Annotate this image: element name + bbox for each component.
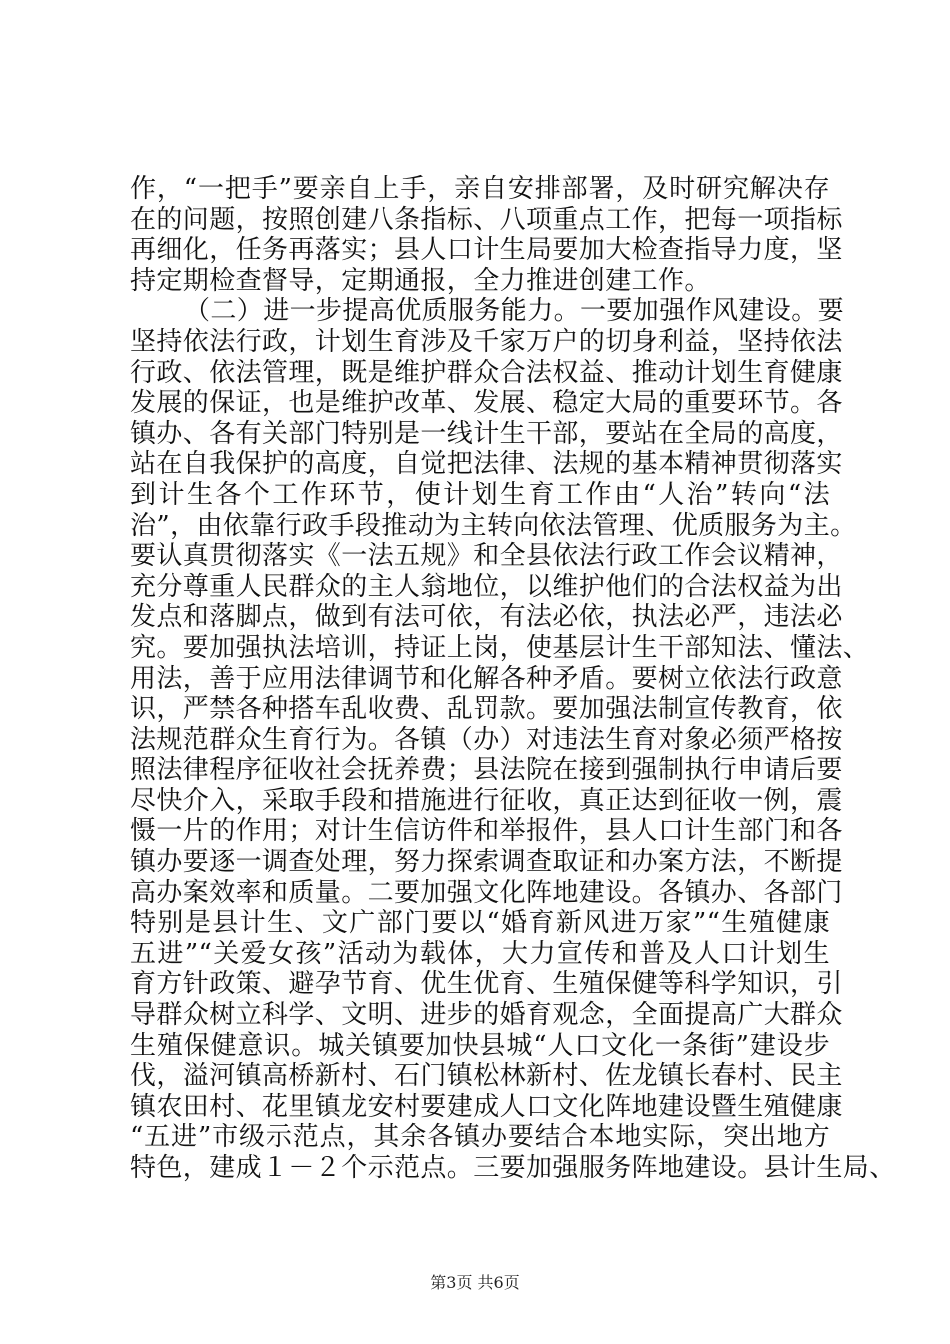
text-line-23: 镇办要逐一调查处理，努力探索调查取证和办案方法，不断提 [130, 847, 843, 878]
text-line-9: 镇办、各有关部门特别是一线计生干部，要站在全局的高度， [130, 418, 843, 449]
text-line-11: 到计生各个工作环节，使计划生育工作由“人治”转向“法 [130, 479, 830, 510]
text-line-13: 要认真贯彻落实《一法五规》和全县依法行政工作会议精神， [130, 541, 843, 572]
text-line-14: 充分尊重人民群众的主人翁地位，以维护他们的合法权益为出 [130, 571, 843, 602]
text-line-20: 照法律程序征收社会抚养费；县法院在接到强制执行申请后要 [130, 755, 843, 786]
page-footer [0, 1270, 950, 1293]
text-line-1: 作，“一把手”要亲自上手，亲自安排部署，及时研究解决存 [130, 174, 830, 204]
text-line-4: 持定期检查督导，定期通报，全力推进创建工作。 [130, 265, 711, 296]
text-line-5: （二）进一步提高优质服务能力。一要加强作风建设。要 [184, 296, 845, 327]
text-line-25: 特别是县计生、文广部门要以“婚育新风进万家”“生殖健康 [130, 908, 830, 939]
text-line-21: 尽快介入，采取手段和措施进行征收，真正达到征收一例，震 [130, 785, 843, 816]
text-line-3: 再细化，任务再落实；县人口计生局要加大检查指导力度，坚 [130, 235, 843, 266]
text-line-19: 法规范群众生育行为。各镇（办）对违法生育对象必须严格按 [130, 724, 843, 755]
text-line-28: 导群众树立科学、文明、进步的婚育观念，全面提高广大群众 [130, 1000, 843, 1031]
text-line-30: 伐，溢河镇高桥新村、石门镇松林新村、佐龙镇长春村、民主 [130, 1061, 843, 1092]
text-line-29: 生殖保健意识。城关镇要加快县城“人口文化一条街”建设步 [130, 1030, 830, 1061]
text-line-8: 发展的保证，也是维护改革、发展、稳定大局的重要环节。各 [130, 388, 843, 419]
text-line-26: 五进”“关爱女孩”活动为载体，大力宣传和普及人口计划生 [130, 938, 830, 969]
text-line-6: 坚持依法行政，计划生育涉及千家万户的切身利益，坚持依法 [130, 326, 843, 357]
text-line-7: 行政、依法管理，既是维护群众合法权益、推动计划生育健康 [130, 357, 843, 388]
text-line-15: 发点和落脚点，做到有法可依，有法必依，执法必严，违法必 [130, 602, 843, 633]
body-text [130, 174, 896, 1184]
page-number: 第3页 共6页 [430, 1273, 520, 1292]
text-line-12: 治”，由依靠行政手段推动为主转向依法管理、优质服务为主。 [130, 510, 857, 541]
text-line-33: 特色，建成１－２个示范点。三要加强服务阵地建设。县计生局、 [130, 1153, 896, 1183]
text-line-10: 站在自我保护的高度，自觉把法律、法规的基本精神贯彻落实 [130, 449, 843, 480]
text-line-27: 育方针政策、避孕节育、优生优育、生殖保健等科学知识，引 [130, 969, 843, 1000]
text-line-32: “五进”市级示范点，其余各镇办要结合本地实际，突出地方 [130, 1122, 830, 1153]
text-line-2: 在的问题，按照创建八条指标、八项重点工作，把每一项指标 [130, 204, 843, 235]
text-line-18: 识，严禁各种搭车乱收费、乱罚款。要加强法制宣传教育，依 [130, 694, 843, 725]
text-line-24: 高办案效率和质量。二要加强文化阵地建设。各镇办、各部门 [130, 877, 843, 908]
text-line-16: 究。要加强执法培训，持证上岗，使基层计生干部知法、懂法、 [130, 632, 870, 663]
text-line-22: 慑一片的作用；对计生信访件和举报件，县人口计生部门和各 [130, 816, 843, 847]
text-line-17: 用法，善于应用法律调节和化解各种矛盾。要树立依法行政意 [130, 663, 843, 694]
text-line-31: 镇农田村、花里镇龙安村要建成人口文化阵地建设暨生殖健康 [130, 1091, 843, 1122]
